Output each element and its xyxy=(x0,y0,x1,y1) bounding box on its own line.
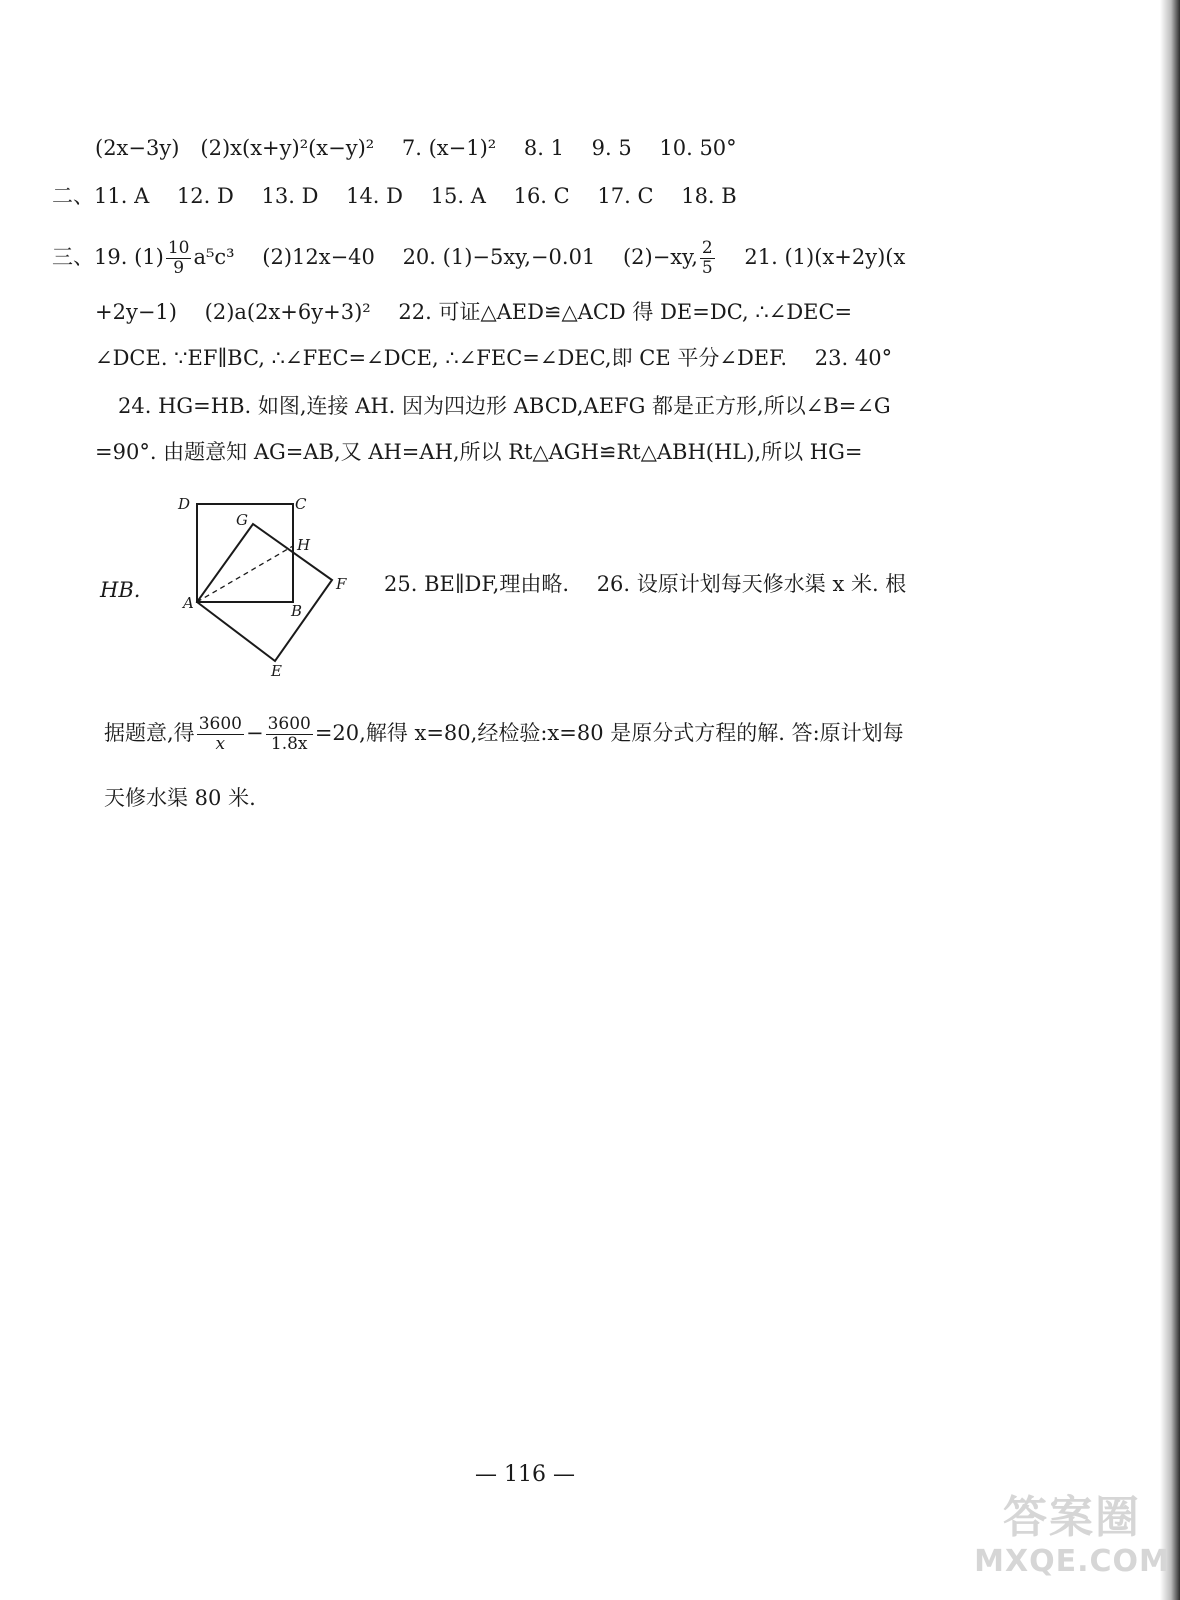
answer-line-10: 天修水渠 80 米. xyxy=(104,786,256,810)
fraction-numerator: 10 xyxy=(167,238,190,258)
fraction-denominator: x xyxy=(215,734,226,754)
answer-line-7: =90°. 由题意知 AG=AB,又 AH=AH,所以 Rt△AGH≌Rt△ABH(HL),所以 HG= xyxy=(95,440,863,464)
minus-sign: − xyxy=(245,721,264,745)
answer-line-2: 二、11. A 12. D 13. D 14. D 15. A 16. C 17. C 18. B xyxy=(52,184,737,208)
fraction-2-5 xyxy=(700,239,715,278)
answer-line-9 xyxy=(104,708,904,758)
watermark-text-top: 答案圈 xyxy=(1003,1492,1141,1543)
segment-ah xyxy=(197,546,293,602)
answer-line-1: (2x−3y) (2)x(x+y)²(x−y)² 7. (x−1)² 8. 1 9. 5 10. 50° xyxy=(95,136,737,160)
label-h: H xyxy=(297,536,311,554)
answer-line-8-right: 25. BE∥DF,理由略. 26. 设原计划每天修水渠 x 米. 根 xyxy=(384,572,907,596)
answer-line-4: +2y−1) (2)a(2x+6y+3)² 22. 可证△AED≌△ACD 得 DE=DC, ∴∠DEC= xyxy=(95,300,853,324)
fraction-numerator: 3600 xyxy=(267,714,311,734)
answer-line-3 xyxy=(52,232,905,282)
label-d: D xyxy=(178,495,191,513)
watermark-logo xyxy=(972,1492,1172,1592)
fraction-3600-1.8x xyxy=(266,715,313,754)
page-edge-shadow xyxy=(1160,0,1180,1600)
label-e: E xyxy=(271,662,282,680)
fraction-3600-x xyxy=(197,715,244,754)
fraction-numerator: 3600 xyxy=(198,714,242,734)
answer-line-5: ∠DCE. ∵EF∥BC, ∴∠FEC=∠DCE, ∴∠FEC=∠DEC,即 CE 平分∠DEF. 23. 40° xyxy=(95,346,893,370)
square-aefg xyxy=(197,524,332,661)
geometry-figure xyxy=(170,488,370,688)
fraction-denominator: 9 xyxy=(173,258,185,278)
fraction-10-9 xyxy=(166,239,192,278)
answer-line-3-part-c: 21. (1)(x+2y)(x xyxy=(716,245,906,269)
answer-line-8-left: HB. xyxy=(100,578,141,602)
answer-line-3-part-a: 三、19. (1) xyxy=(52,245,164,269)
label-g: G xyxy=(236,511,248,529)
answer-line-6: 24. HG=HB. 如图,连接 AH. 因为四边形 ABCD,AEFG 都是正方形,所以∠B=∠G xyxy=(118,394,891,418)
label-f: F xyxy=(336,575,347,593)
label-a: A xyxy=(183,594,194,612)
watermark-text-bottom: MXQE.COM xyxy=(974,1544,1170,1579)
fraction-numerator: 2 xyxy=(701,238,713,258)
answer-line-9-part-a: 据题意,得 xyxy=(104,721,195,745)
fraction-denominator: 5 xyxy=(701,258,713,278)
answer-line-9-part-b: =20,解得 x=80,经检验:x=80 是原分式方程的解. 答:原计划每 xyxy=(314,721,904,745)
page-number: — 116 — xyxy=(475,1462,575,1487)
fraction-denominator: 1.8x xyxy=(270,734,308,754)
label-c: C xyxy=(295,495,307,513)
label-b: B xyxy=(291,602,303,620)
answer-line-3-part-b: a⁵c³ (2)12x−40 20. (1)−5xy,−0.01 (2)−xy, xyxy=(193,245,698,269)
